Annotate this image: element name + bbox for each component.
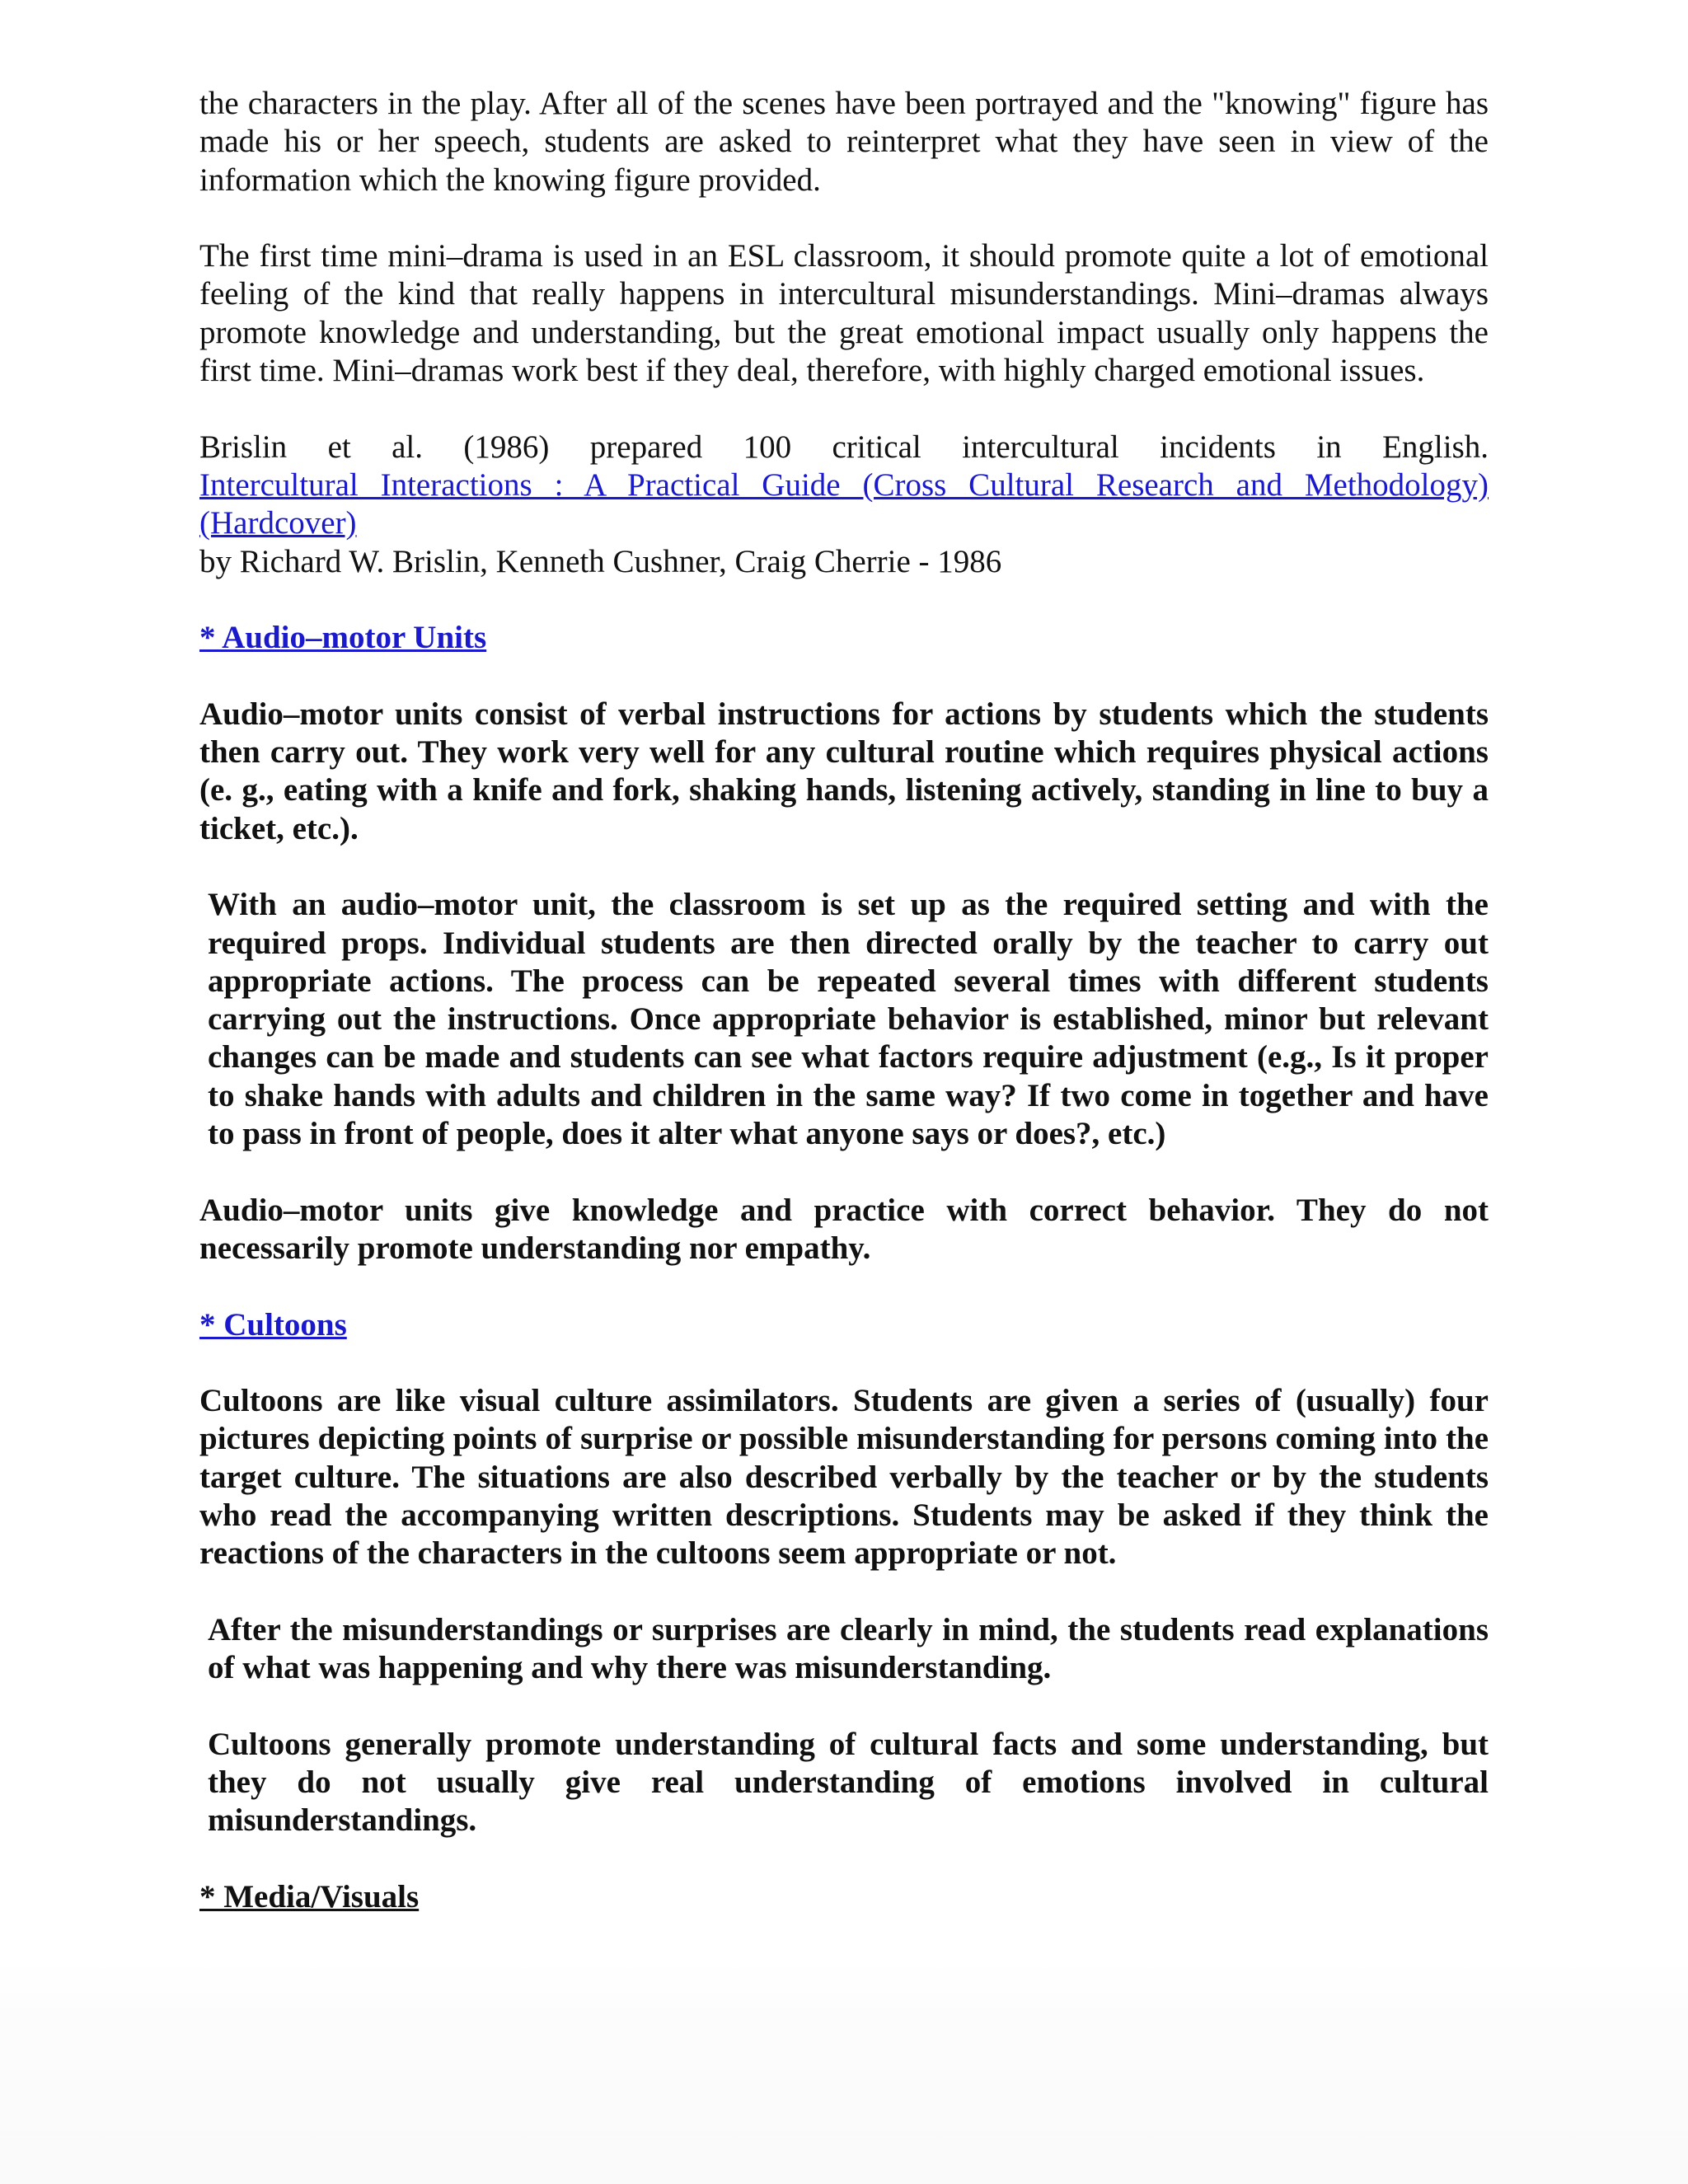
media-visuals-title: * Media/Visuals bbox=[199, 1878, 420, 1915]
paragraph-mini-drama-emotion: The first time mini–drama is used in an ESL classroom, it should promote quite a lot of emotional feeling of the kind that really happens in intercultural misunderstandings. Mini–dramas always promote knowledge and understanding, but the great emotional impact usually only happens the first time. Mini–dramas work best if they deal, therefore, with highly charged emotional issues. bbox=[199, 238, 1489, 389]
paragraph-audio-motor-setup: With an audio–motor unit, the classroom is set up as the required setting and with the required props. Individual students are then directed orally by the teacher to carry out appropriate actions. The process can be repeated several times with different students carrying out the instructions. Once appropriate behavior is established, minor but relevant changes can be made and students can see what factors require adjustment (e.g., Is it proper to shake hands with adults and children in the same way? If two come in together and have to pass in front of people, does it alter what anyone says or does?, etc.) bbox=[208, 887, 1489, 1152]
paragraph-cultoons-explanations: After the misunderstandings or surprises are clearly in mind, the students read explanations of what was happening and why there was misunderstanding. bbox=[208, 1611, 1489, 1686]
cultoons-link[interactable]: * Cultoons bbox=[199, 1306, 347, 1343]
brislin-intro: Brislin et al. (1986) prepared 100 critical intercultural incidents in English. bbox=[199, 429, 1489, 465]
audio-motor-units-link[interactable]: * Audio–motor Units bbox=[199, 620, 487, 656]
heading-media-visuals bbox=[199, 1878, 1489, 1916]
book-link-hardcover[interactable]: (Hardcover) bbox=[199, 505, 357, 541]
heading-audio-motor-units bbox=[199, 619, 1489, 657]
paragraph-mini-drama-end: the characters in the play. After all of the scenes have been portrayed and the "knowing" figure has made his or her speech, students are asked to reinterpret what they have seen in view of the information which the knowing figure provided. bbox=[199, 86, 1489, 198]
paragraph-audio-motor-definition: Audio–motor units consist of verbal instructions for actions by students which the students then carry out. They work very well for any cultural routine which requires physical actions (e. g., eating with a knife and fork, shaking hands, listening actively, standing in line to buy a ticket, etc.). bbox=[199, 696, 1489, 846]
paragraph-cultoons-definition: Cultoons are like visual culture assimilators. Students are given a series of (usually) four pictures depicting points of surprise or possible misunderstanding for persons coming into the target culture. The situations are also described verbally by the teacher or by the students who read the accompanying written descriptions. Students may be asked if they think the reactions of the characters in the cultoons seem appropriate or not. bbox=[199, 1383, 1489, 1572]
heading-cultoons bbox=[199, 1306, 1489, 1344]
paragraph-audio-motor-summary: Audio–motor units give knowledge and practice with correct behavior. They do not necessarily promote understanding nor empathy. bbox=[199, 1192, 1489, 1266]
paragraph-brislin-reference bbox=[199, 429, 1489, 581]
book-authors: by Richard W. Brislin, Kenneth Cushner, Craig Cherrie - 1986 bbox=[199, 543, 1002, 579]
book-link-title[interactable]: Intercultural Interactions : A Practical Guide (Cross Cultural Research and Methodology) bbox=[199, 466, 1489, 503]
paragraph-cultoons-summary: Cultoons generally promote understanding of cultural facts and some understanding, but they do not usually give real understanding of emotions involved in cultural misunderstandings. bbox=[208, 1726, 1489, 1839]
